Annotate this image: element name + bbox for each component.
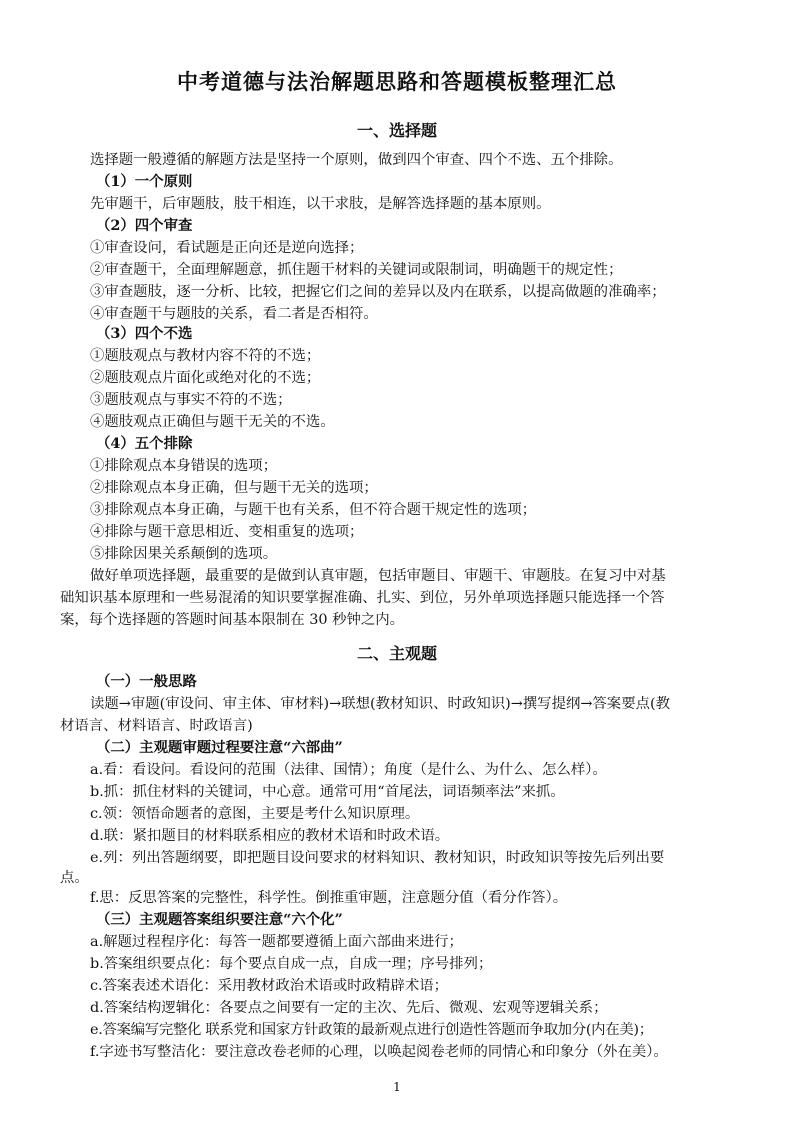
paragraph-summary-line: 做好单项选择题，最重要的是做到认真审题，包括审题目、审题干、审题肢。在复习中对基 <box>90 568 666 584</box>
section-heading-choice: 一、选择题 <box>356 121 437 140</box>
list-item: c.领：领悟命题者的意图，主要是考什么知识原理。 <box>90 806 420 822</box>
paragraph-principle: 先审题干，后审题肢，肢干相连，以干求肢，是解答选择题的基本原则。 <box>90 196 551 212</box>
paragraph-line: 材语言、材料语言、时政语言) <box>60 718 253 734</box>
paragraph-summary-line: 案，每个选择题的答题时间基本限制在 30 秒钟之内。 <box>60 612 405 628</box>
subheading-four-rejections: （3）四个不选 <box>96 325 193 342</box>
page-number: 1 <box>393 1080 401 1094</box>
subheading-six-principles: （三）主观题答案组织要注意“六个化” <box>96 911 343 928</box>
list-item: ④审查题干与题肢的关系，看二者是否相符。 <box>90 306 378 322</box>
list-item: a.解题过程程序化：每答一题都要遵循上面六部曲来进行； <box>90 934 463 950</box>
list-item: ③题肢观点与事实不符的不选； <box>90 392 292 408</box>
list-item: e.答案编写完整化 联系党和国家方针政策的最新观点进行创造性答题而争取加分(内在美)； <box>90 1022 653 1038</box>
list-item: a.看：看设问。看设问的范围（法律、国情）；角度（是什么、为什么、怎么样）。 <box>90 762 607 778</box>
list-item: ②排除观点本身正确，但与题干无关的选项； <box>90 480 378 496</box>
list-item: ②题肢观点片面化或绝对化的不选； <box>90 370 321 386</box>
paragraph-summary-line: 础知识基本原理和一些易混淆的知识要掌握准确、扎实、到位，另外单项选择题只能选择一个答 <box>60 590 665 606</box>
list-item: ⑤排除因果关系颠倒的选项。 <box>90 546 278 562</box>
list-item: d.联：紧扣题目的材料联系相应的教材术语和时政术语。 <box>90 828 450 844</box>
subheading-six-steps: （二）主观题审题过程要注意“六部曲” <box>96 739 343 756</box>
subheading-four-checks: （2）四个审查 <box>96 217 193 234</box>
list-item: f.思：反思答案的完整性，科学性。倒推重审题，注意题分值（看分作答）。 <box>90 890 568 906</box>
list-item: c.答案表述术语化：采用教材政治术语或时政精辟术语； <box>90 978 449 994</box>
paragraph-intro: 选择题一般遵循的解题方法是坚持一个原则，做到四个审查、四个不选、五个排除。 <box>90 152 623 168</box>
list-item: ③审查题肢，逐一分析、比较，把握它们之间的差异以及内在联系，以提高做题的准确率； <box>90 284 666 300</box>
section-heading-subjective: 二、主观题 <box>356 644 437 663</box>
subheading-general-approach: （一）一般思路 <box>96 673 197 690</box>
list-item: e.列：列出答题纲要，即把题目设问要求的材料知识、教材知识，时政知识等按先后列出要 <box>90 850 665 866</box>
list-item: ②审查题干，全面理解题意，抓住题干材料的关键词或限制词，明确题干的规定性； <box>90 262 623 278</box>
list-item: ③排除观点本身正确，与题干也有关系，但不符合题干规定性的选项； <box>90 502 537 518</box>
list-item: b.答案组织要点化：每个要点自成一点，自成一理；序号排列； <box>90 956 493 972</box>
list-item: d.答案结构逻辑化：各要点之间要有一定的主次、先后、微观、宏观等逻辑关系； <box>90 1000 608 1016</box>
list-item: ①排除观点本身错误的选项； <box>90 458 278 474</box>
list-item: ④排除与题干意思相近、变相重复的选项； <box>90 524 364 540</box>
subheading-principle: （1）一个原则 <box>96 173 193 190</box>
list-item: ④题肢观点正确但与题干无关的不选。 <box>90 414 335 430</box>
document-title: 中考道德与法治解题思路和答题模板整理汇总 <box>177 69 617 94</box>
paragraph-line: 读题→审题(审设问、审主体、审材料)→联想(教材知识、时政知识)→撰写提纲→答案要点(教 <box>90 696 670 712</box>
list-item: ①审查设问，看试题是正向还是逆向选择； <box>90 240 364 256</box>
list-item: ①题肢观点与教材内容不符的不选； <box>90 348 321 364</box>
subheading-five-exclusions: （4）五个排除 <box>96 435 193 452</box>
list-item: f.字迹书写整洁化：要注意改卷老师的心理，以唤起阅卷老师的同情心和印象分（外在美）。 <box>90 1044 668 1060</box>
list-item-continuation: 点。 <box>60 870 89 886</box>
list-item: b.抓：抓住材料的关键词，中心意。通常可用“首尾法，词语频率法”来抓。 <box>90 784 565 800</box>
